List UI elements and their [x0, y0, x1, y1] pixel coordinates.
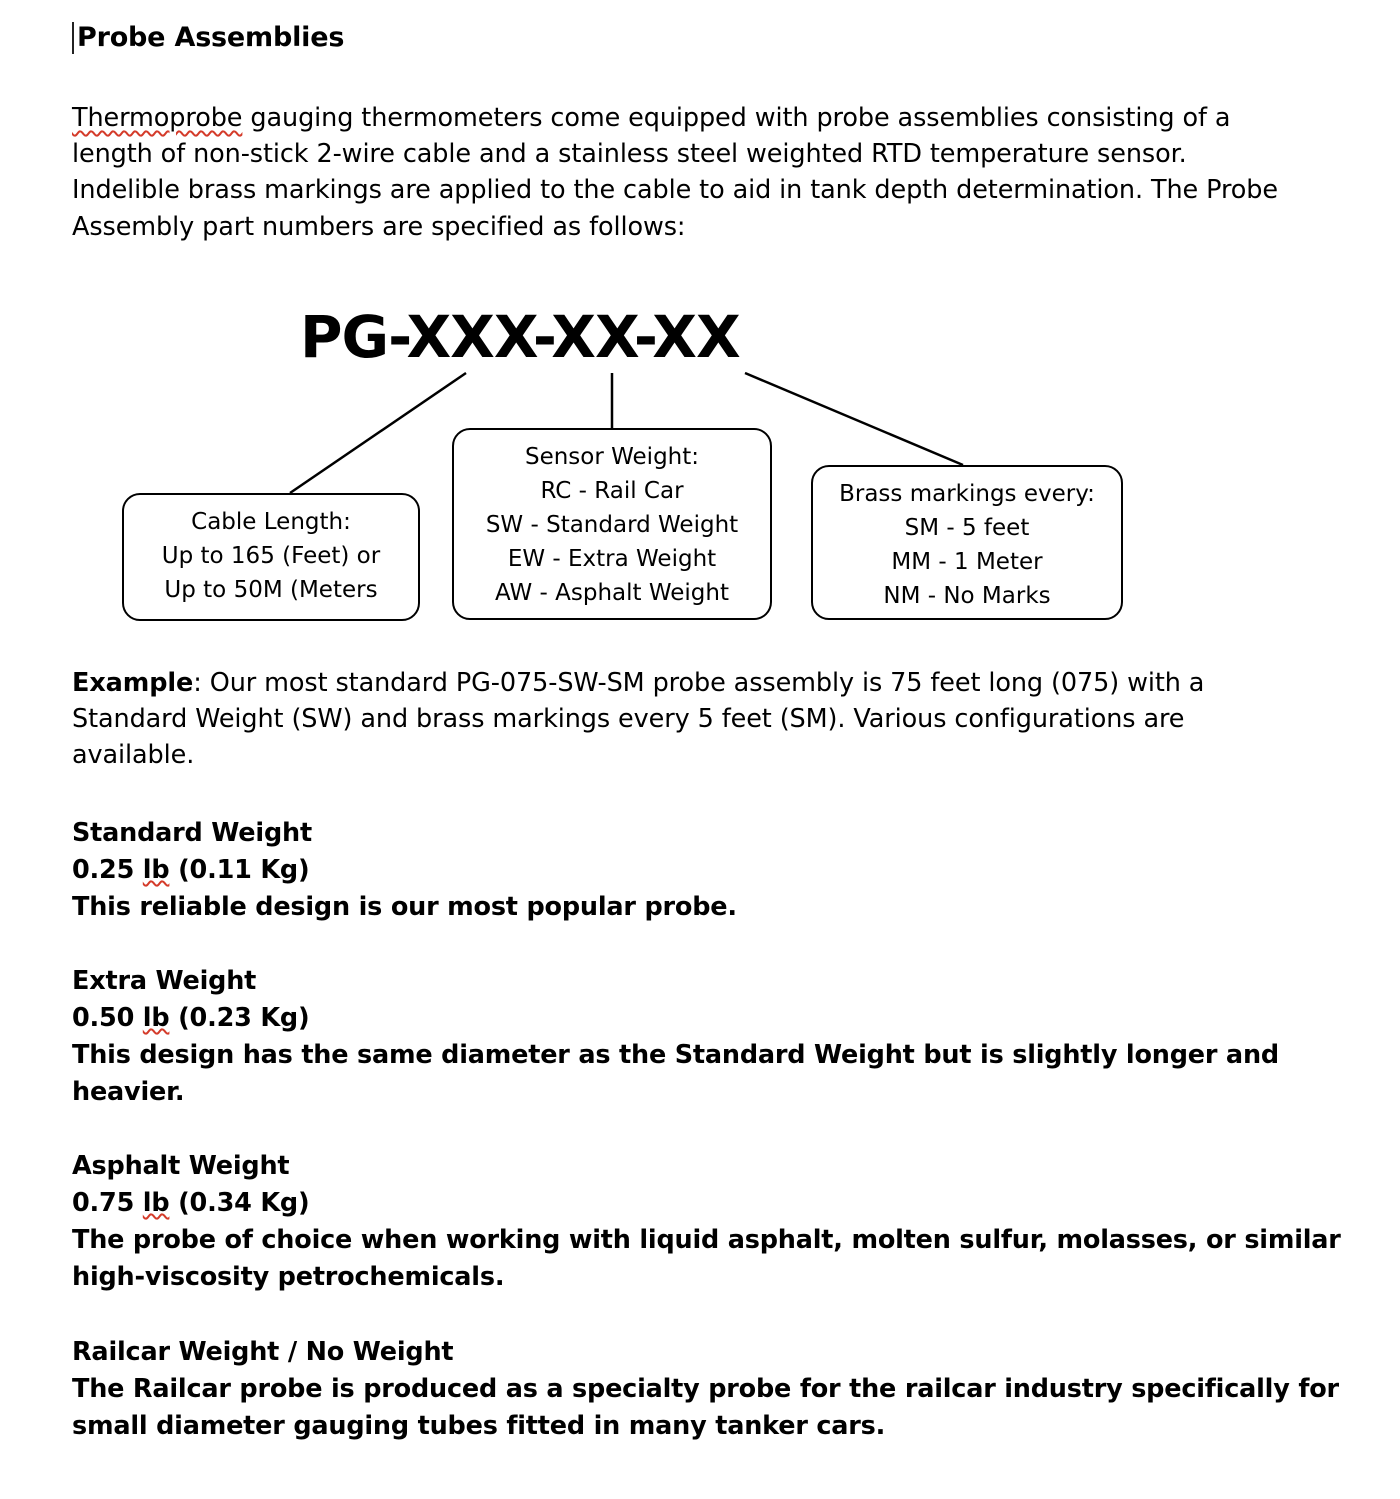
- section-railcar-weight: [72, 1334, 1352, 1445]
- callout-marks-line-3: MM - 1 Meter: [891, 549, 1043, 576]
- example-label: Example: [72, 668, 194, 698]
- callout-cable-length: [122, 493, 420, 621]
- section-weight: [72, 1185, 1352, 1222]
- part-number-diagram: [0, 295, 1400, 635]
- intro-paragraph: [72, 100, 1297, 245]
- callout-cable-line-2: Up to 165 (Feet) or: [161, 543, 381, 570]
- spellcheck-word-lb: lb: [142, 854, 170, 885]
- callout-marks-line-2: SM - 5 feet: [904, 515, 1030, 542]
- section-weight-value: 0.75: [72, 1187, 143, 1218]
- section-title: Asphalt Weight: [72, 1151, 290, 1181]
- section-title: Extra Weight: [72, 966, 257, 996]
- section-extra-weight: [72, 963, 1352, 1111]
- section-title: Railcar Weight / No Weight: [72, 1337, 454, 1367]
- section-weight-metric: (0.11 Kg): [169, 854, 310, 885]
- part-number-label: PG-XXX-XX-XX: [300, 303, 740, 371]
- page-title: Probe Assemblies: [72, 22, 344, 54]
- section-asphalt-weight: [72, 1148, 1352, 1296]
- callout-sensor-line-4: EW - Extra Weight: [507, 546, 717, 573]
- section-weight-value: 0.25: [72, 854, 143, 885]
- callout-sensor-weight: [452, 428, 772, 620]
- spellcheck-word-thermoprobe: Thermoprobe: [72, 103, 243, 133]
- callout-sensor-line-1: Sensor Weight:: [524, 444, 700, 470]
- intro-text: gauging thermometers come equipped with probe assemblies consisting of a length of non-stick 2-wire cable and a stainless steel weighted RTD temperature sensor. Indelible brass markings are applied to the cable to aid in tank depth determination. The Probe Assembly part numbers are specified as follows:: [72, 103, 1278, 242]
- callout-marks-line-1: Brass markings every:: [839, 481, 1095, 507]
- section-weight: [72, 1000, 1352, 1037]
- section-weight-metric: (0.34 Kg): [169, 1187, 310, 1218]
- section-description: The Railcar probe is produced as a specialty probe for the railcar industry specifically for small diameter gauging tubes fitted in many tanker cars.: [72, 1373, 1339, 1441]
- callout-brass-markings: [811, 465, 1123, 620]
- callout-cable-line-3: Up to 50M (Meters: [164, 577, 378, 604]
- section-weight-metric: (0.23 Kg): [169, 1002, 310, 1033]
- callout-sensor-line-5: AW - Asphalt Weight: [495, 580, 729, 607]
- spellcheck-word-lb: lb: [142, 1187, 170, 1218]
- callout-sensor-line-2: RC - Rail Car: [540, 478, 684, 505]
- callout-marks-line-4: NM - No Marks: [883, 583, 1051, 610]
- section-weight-value: 0.50: [72, 1002, 143, 1033]
- section-description: The probe of choice when working with liquid asphalt, molten sulfur, molasses, or similar high-viscosity petrochemicals.: [72, 1224, 1341, 1292]
- section-title: Standard Weight: [72, 818, 312, 848]
- callout-cable-line-1: Cable Length:: [191, 509, 351, 535]
- section-description: This design has the same diameter as the Standard Weight but is slightly longer and heavier.: [72, 1039, 1279, 1107]
- section-standard-weight: [72, 815, 1352, 926]
- example-text: : Our most standard PG-075-SW-SM probe assembly is 75 feet long (075) with a Standard Weight (SW) and brass markings every 5 feet (SM). Various configurations are available.: [72, 668, 1205, 771]
- section-description: This reliable design is our most popular probe.: [72, 891, 737, 922]
- callout-sensor-line-3: SW - Standard Weight: [485, 512, 739, 539]
- section-weight: [72, 852, 1352, 889]
- example-paragraph: [72, 665, 1297, 774]
- spellcheck-word-lb: lb: [142, 1002, 170, 1033]
